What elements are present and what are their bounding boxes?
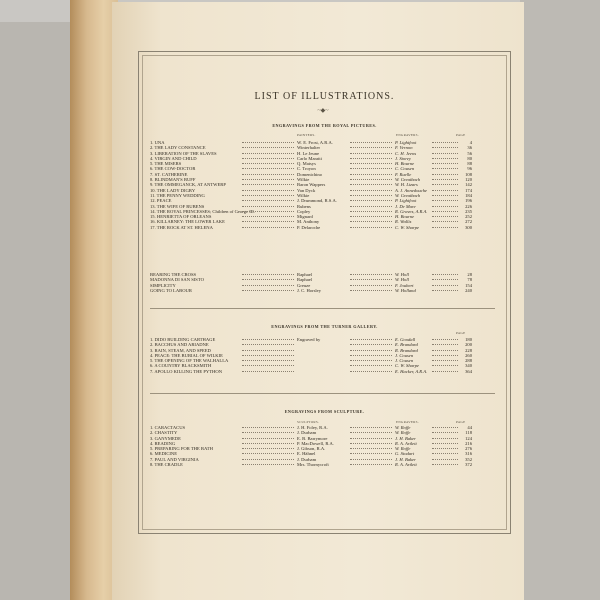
illustration-title: 3. GANYMEDE (150, 435, 181, 441)
dot-leader (432, 438, 458, 440)
artist-name: Domenichino (297, 171, 323, 177)
artist-name: C. Troyon (297, 166, 316, 172)
illustration-title: 2. BACCHUS AND ARIADNE (150, 342, 209, 348)
dot-leader (242, 147, 294, 149)
dot-leader (242, 153, 294, 155)
engraver-name: E. Hacker, A.R.A. (395, 368, 428, 374)
list-item (150, 369, 470, 374)
engraver-name: R. A. Artlett (395, 462, 417, 468)
dot-leader (432, 453, 458, 455)
page-number: 154 (465, 282, 472, 288)
engraver-name: W. Greatbach (395, 192, 421, 198)
artist-name: Winterhalter (297, 145, 321, 151)
dot-leader (350, 427, 392, 429)
illustration-title: 1. DIDO BUILDING CARTHAGE (150, 337, 216, 342)
dot-leader (242, 453, 294, 455)
engraver-name: E. Brandard (395, 342, 418, 348)
dot-leader (242, 355, 294, 357)
section-heading-royal: ENGRAVINGS FROM THE ROYAL PICTURES. (272, 123, 377, 128)
artist-name: Carlo Maratti (297, 155, 322, 161)
dot-leader (432, 360, 458, 362)
engraver-name: W. Roffe (395, 430, 411, 436)
dot-leader (350, 279, 392, 281)
artist-name: Rubens (297, 203, 311, 209)
artist-name: J. Durham (297, 456, 317, 462)
dot-leader (242, 443, 294, 445)
page-number: 316 (465, 451, 472, 457)
page-number: 288 (465, 358, 472, 364)
page-number: 260 (465, 352, 472, 358)
page-number: 80 (467, 155, 472, 161)
dot-leader (242, 274, 294, 276)
dot-leader (350, 227, 392, 229)
section-divider (150, 308, 495, 309)
illustration-title: 6. THE COW-DOCTOR (150, 166, 196, 172)
dot-leader (350, 459, 392, 461)
illustration-title: 7. PAUL AND VIRGINIA (150, 456, 199, 462)
dot-leader (350, 365, 392, 367)
dot-leader (350, 211, 392, 213)
engraver-name: G. Stodart (395, 451, 415, 457)
engraver-name: J. De Mare (395, 203, 416, 209)
dot-leader (350, 158, 392, 160)
dot-leader (350, 350, 392, 352)
dot-leader (242, 290, 294, 292)
page-number: 276 (465, 446, 472, 452)
dot-leader (432, 163, 458, 165)
page-number: 252 (465, 214, 472, 220)
dot-leader (432, 227, 458, 229)
royal-extra-list (150, 272, 470, 293)
facing-shadow (520, 0, 600, 600)
dot-leader (432, 432, 458, 434)
illustration-title: 6. A COUNTRY BLACKSMITH (150, 363, 212, 369)
page-number: 364 (465, 368, 472, 374)
dot-leader (242, 195, 294, 197)
artist-name: Baron Wappers (297, 182, 326, 188)
dot-leader (432, 206, 458, 208)
engraver-name: W. Roffe (395, 425, 411, 430)
dot-leader (242, 190, 294, 192)
dot-leader (432, 459, 458, 461)
artist-name: M. Anthony (297, 219, 320, 225)
artist-name: Wilkie (297, 177, 310, 183)
page-title: LIST OF ILLUSTRATIONS. (254, 91, 395, 102)
dot-leader (350, 179, 392, 181)
engraver-name: F. Vernon (395, 145, 413, 151)
dot-leader (242, 163, 294, 165)
section-divider (150, 393, 495, 394)
engraver-name: C. W. Sharpe (395, 224, 420, 230)
artist-name: J. H. Foley, R.A. (297, 425, 328, 430)
dot-leader (432, 200, 458, 202)
page-number: 352 (465, 456, 472, 462)
artist-name: Mrs. Thornycroft (297, 462, 329, 468)
dot-leader (432, 195, 458, 197)
dot-leader (350, 206, 392, 208)
engraver-name: R. Wallis (395, 219, 412, 225)
dot-leader (350, 285, 392, 287)
engraver-name: R. Brandard (395, 347, 418, 353)
engraver-name: W. Greatbach (395, 177, 421, 183)
dot-leader (432, 190, 458, 192)
dot-leader (432, 443, 458, 445)
dot-leader (350, 432, 392, 434)
page-number: 96 (467, 166, 472, 172)
dot-leader (432, 221, 458, 223)
col-engravers: ENGRAVERS. (396, 133, 419, 137)
page-number: 235 (465, 208, 472, 214)
royal-list (150, 140, 470, 230)
dot-leader (242, 206, 294, 208)
page-number: 216 (465, 440, 472, 446)
dot-leader (432, 285, 458, 287)
dot-leader (242, 365, 294, 367)
dot-leader (350, 195, 392, 197)
dot-leader (350, 360, 392, 362)
engraver-name: J. H. Baker (395, 435, 416, 441)
dot-leader (242, 459, 294, 461)
engraver-name: C. Cousen (395, 166, 415, 172)
page-number: 226 (465, 203, 472, 209)
engraver-name: E. Goodall (395, 337, 416, 342)
dot-leader (242, 432, 294, 434)
col-page: PAGE (456, 420, 466, 424)
dot-leader (432, 427, 458, 429)
dot-leader (350, 344, 392, 346)
artist-name: P. Delaroche (297, 224, 321, 230)
dot-leader (242, 142, 294, 144)
artist-name: Raphael (297, 277, 313, 283)
dot-leader (432, 142, 458, 144)
engraver-name: P. Lightfoot (395, 198, 417, 204)
illustration-title: 1. UNA (150, 140, 165, 145)
dot-leader (350, 274, 392, 276)
page-number: 118 (465, 430, 472, 436)
dot-leader (432, 350, 458, 352)
dot-leader (432, 279, 458, 281)
page-number: 120 (465, 177, 472, 183)
dot-leader (242, 285, 294, 287)
dot-leader (350, 290, 392, 292)
dot-leader (350, 339, 392, 341)
dot-leader (350, 142, 392, 144)
illustration-title: 13. THE WIFE OF RUBENS (150, 203, 205, 209)
dot-leader (432, 158, 458, 160)
dot-leader (350, 200, 392, 202)
dot-leader (350, 147, 392, 149)
illustration-title: 8. BLINDMAN'S BUFF (150, 177, 196, 183)
artist-name: E. B. Barrymore (297, 435, 328, 441)
dot-leader (350, 184, 392, 186)
page-number: 56 (467, 150, 472, 156)
illustration-title: 17. THE ROCK AT ST. HELENA (150, 224, 213, 230)
dot-leader (350, 443, 392, 445)
illustration-title: 3. LIBERATION OF THE SLAVES (150, 150, 217, 156)
dot-leader (432, 344, 458, 346)
dot-leader (350, 453, 392, 455)
engraver-name: H. Bourne (395, 214, 415, 220)
engraver-name: W. Holl (395, 272, 409, 277)
illustration-title: BEARING THE CROSS (150, 272, 197, 277)
illustration-title: 7. ST. CATHERINE (150, 171, 188, 177)
illustration-title: 2. THE LADY CONSTANCE (150, 145, 206, 151)
dot-leader (242, 184, 294, 186)
page-number: 372 (465, 462, 472, 468)
dot-leader (432, 184, 458, 186)
title-ornament: ~◆~ (317, 108, 329, 114)
dot-leader (432, 211, 458, 213)
engraver-name: J. Cousen (395, 358, 414, 364)
illustration-title: 5. PREPARING FOR THE BATH (150, 446, 213, 452)
engraver-name: J. Cousen (395, 352, 414, 358)
dot-leader (242, 339, 294, 341)
dot-leader (432, 216, 458, 218)
dot-leader (350, 448, 392, 450)
engraver-name: R. Graves, A.R.A. (395, 208, 428, 214)
page-number: 36 (467, 145, 472, 151)
dot-leader (242, 344, 294, 346)
artist-name: J. Gibson, R.A. (297, 446, 326, 452)
page-number: 300 (465, 224, 472, 230)
dot-leader (350, 190, 392, 192)
illustration-title: 6. MEDICINE (150, 451, 178, 457)
illustration-title: 2. CHASTITY (150, 430, 178, 436)
page-number: 200 (465, 342, 472, 348)
col-painters: PAINTERS. (297, 133, 316, 137)
illustration-title: 12. PEACE (150, 198, 172, 204)
illustration-title: 1. CARACTACUS (150, 425, 186, 430)
artist-name: W. E. Frost, A.R.A. (297, 140, 333, 145)
dot-leader (242, 216, 294, 218)
dot-leader (242, 360, 294, 362)
dot-leader (242, 438, 294, 440)
page-number: 272 (465, 219, 472, 225)
engraver-name: J. H. Baker (395, 456, 416, 462)
dot-leader (350, 371, 392, 373)
dot-leader (432, 371, 458, 373)
engraver-name: W. Holl (395, 277, 409, 283)
dot-leader (242, 227, 294, 229)
engraver-name: R. A. Artlett (395, 440, 417, 446)
dot-leader (242, 464, 294, 466)
dot-leader (242, 448, 294, 450)
dot-leader (432, 147, 458, 149)
dot-leader (432, 174, 458, 176)
dot-leader (432, 365, 458, 367)
engraver-name: A. J. Annedouche (395, 187, 428, 193)
artist-name: J. Drummond, R.S.A. (297, 198, 337, 204)
artist-name: Q. Matsys (297, 161, 316, 167)
engraver-name: F. Joubert (395, 282, 414, 288)
dot-leader (242, 221, 294, 223)
illustration-title: 7. APOLLO KILLING THE PYTHON (150, 368, 223, 374)
col-page: PAGE (456, 331, 466, 335)
dot-leader (242, 211, 294, 213)
engraver-name: W. Roffe (395, 446, 411, 452)
dot-leader (242, 168, 294, 170)
dot-leader (242, 427, 294, 429)
artist-name: Wilkie (297, 192, 310, 198)
illustration-title: 4. PEACE: THE BURIAL OF WILKIE (150, 352, 223, 358)
dot-leader (242, 174, 294, 176)
section-heading-turner: ENGRAVINGS FROM THE TURNER GALLERY. (271, 324, 378, 329)
dot-leader (432, 168, 458, 170)
list-item (150, 288, 470, 293)
dot-leader (432, 355, 458, 357)
page-number: 196 (465, 198, 472, 204)
dot-leader (242, 158, 294, 160)
list-item (150, 225, 470, 230)
illustration-title: 3. RAIN, STEAM, AND SPEED (150, 347, 211, 353)
dot-leader (432, 274, 458, 276)
page-number: 142 (465, 182, 472, 188)
col-sculptors: SCULPTORS. (297, 420, 320, 424)
illustration-title: 10. THE LADY DIGBY (150, 187, 196, 193)
dot-leader (350, 438, 392, 440)
artist-name: J. C. Horsley (297, 287, 321, 293)
turner-list (150, 337, 470, 374)
page-number: 44 (467, 425, 472, 430)
engraver-name: J. Storey (395, 155, 411, 161)
page-number: 184 (465, 192, 472, 198)
illustration-title: GOING TO LABOUR (150, 287, 192, 293)
illustration-title: 5. THE MISERS (150, 161, 182, 167)
page-number: 78 (467, 277, 472, 283)
illustration-title: 4. VIRGIN AND CHILD (150, 155, 197, 161)
dot-leader (242, 200, 294, 202)
artist-name: Van Dyck (297, 187, 316, 193)
engraver-name: C. H. Jeens (395, 150, 417, 156)
dot-leader (242, 371, 294, 373)
dot-leader (350, 221, 392, 223)
dot-leader (242, 179, 294, 181)
dot-leader (350, 174, 392, 176)
page-number: 228 (465, 347, 472, 353)
col-engravers: ENGRAVERS. (396, 420, 419, 424)
dot-leader (242, 279, 294, 281)
engraver-name: W. H. Lizars (395, 182, 418, 188)
illustration-title: 9. THE OMMEGANCK, AT ANTWERP (150, 182, 226, 188)
dot-leader (242, 350, 294, 352)
illustration-title: 16. KILLARNEY: THE LOWER LAKE (150, 219, 225, 225)
page-number: 180 (465, 337, 472, 342)
book-spine (70, 0, 118, 600)
sculpture-list (150, 425, 470, 467)
dot-leader (350, 168, 392, 170)
dot-leader (432, 464, 458, 466)
page-number: 88 (467, 161, 472, 167)
illustration-title: 5. THE OPENING OF THE WALHALLA (150, 358, 229, 364)
list-item (150, 462, 470, 467)
artist-name: Greuze (297, 282, 311, 288)
dot-leader (432, 448, 458, 450)
dot-leader (432, 153, 458, 155)
illustration-title: MADONNA DI SAN SISTO (150, 277, 204, 283)
engraver-name: F. Ruelle (395, 171, 412, 177)
page-number: 124 (465, 435, 472, 441)
artist-name: E. Hähnel (297, 451, 316, 457)
page-number: 4 (469, 140, 472, 145)
engraver-name: W. Holland (395, 287, 416, 293)
page-number: 108 (465, 171, 472, 177)
illustration-title: 4. READING (150, 440, 176, 446)
artist-name: Engraved by (297, 337, 321, 342)
illustration-title: 11. THE PENNY WEDDING (150, 192, 205, 198)
dot-leader (350, 163, 392, 165)
dot-leader (350, 153, 392, 155)
page-number: 240 (465, 287, 472, 293)
artist-name: Copley (297, 208, 311, 214)
dot-leader (432, 179, 458, 181)
artist-name: J. Durham (297, 430, 317, 436)
artist-name: H. Le Jeune (297, 150, 320, 156)
dot-leader (350, 355, 392, 357)
dot-leader (432, 290, 458, 292)
page-number: 340 (465, 363, 472, 369)
dot-leader (350, 464, 392, 466)
engraver-name: C. W. Sharpe (395, 363, 420, 369)
artist-name: Raphael (297, 272, 313, 277)
page-number: 28 (467, 272, 472, 277)
section-heading-sculpture: ENGRAVINGS FROM SCULPTURE. (284, 409, 365, 414)
dot-leader (350, 216, 392, 218)
artist-name: P. MacDowell, R.A. (297, 440, 335, 446)
page-number: 174 (465, 187, 472, 193)
illustration-title: 8. THE CRADLE (150, 462, 183, 468)
artist-name: Mignard (297, 214, 313, 220)
col-page: PAGE (456, 133, 466, 137)
illustration-title: 15. HENRIETTA OF ORLEANS (150, 214, 212, 220)
illustration-title: SIMPLICITY (150, 282, 176, 288)
engraver-name: H. Bourne (395, 161, 415, 167)
engraver-name: P. Lightfoot (395, 140, 417, 145)
dot-leader (432, 339, 458, 341)
illustration-title: 14. THE ROYAL PRINCESSES; Children of George III. (150, 208, 255, 214)
